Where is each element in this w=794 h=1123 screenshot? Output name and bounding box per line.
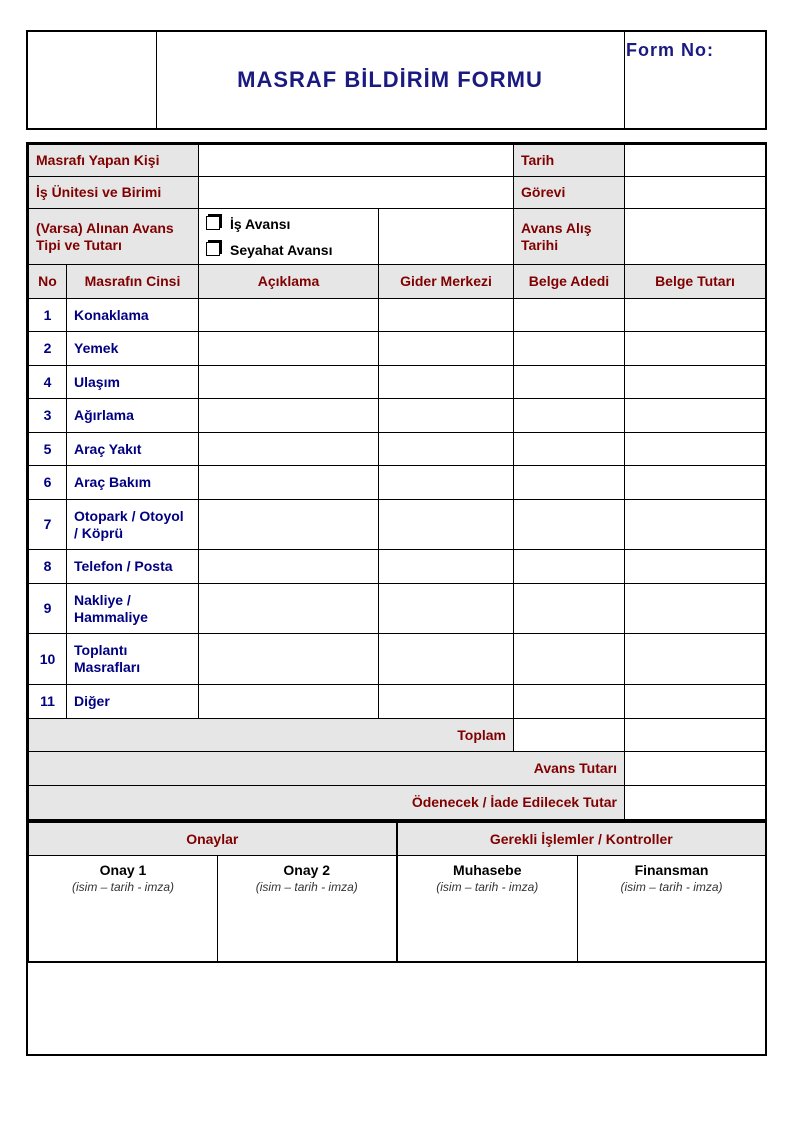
doc-amount-cell[interactable]: [625, 299, 766, 332]
row-type: Nakliye / Hammaliye: [67, 584, 199, 634]
finance-cell[interactable]: [578, 856, 766, 964]
checkbox-icon[interactable]: [206, 242, 220, 256]
row-type: Ulaşım: [67, 366, 199, 399]
row-no: 3: [29, 399, 67, 433]
duty-label: Görevi: [514, 177, 625, 209]
cost-center-cell[interactable]: [379, 433, 514, 466]
doc-count-cell[interactable]: [514, 685, 625, 719]
table-row: [29, 399, 766, 433]
advance-amount-field[interactable]: [379, 209, 514, 265]
row-type: Ağırlama: [67, 399, 199, 433]
doc-amount-cell[interactable]: [625, 500, 766, 550]
unit-field[interactable]: [199, 177, 514, 209]
work-advance-option[interactable]: İş Avansı: [206, 211, 371, 237]
approval-cell-1[interactable]: [29, 856, 218, 964]
doc-count-cell[interactable]: [514, 433, 625, 466]
doc-count-cell[interactable]: [514, 634, 625, 685]
advance-date-label: Avans Alış Tarihi: [514, 209, 625, 265]
doc-count-cell[interactable]: [514, 584, 625, 634]
description-cell[interactable]: [199, 634, 379, 685]
doc-count-cell[interactable]: [514, 366, 625, 399]
form-header: [26, 30, 767, 130]
table-row: [29, 584, 766, 634]
table-row: [29, 466, 766, 500]
column-header-description: Açıklama: [199, 265, 379, 299]
doc-count-cell[interactable]: [514, 466, 625, 500]
approvals-header: Onaylar: [29, 823, 397, 856]
cost-center-cell[interactable]: [379, 332, 514, 366]
form-number-label: Form No:: [626, 40, 714, 60]
doc-amount-cell[interactable]: [625, 399, 766, 433]
table-row: [29, 500, 766, 550]
table-row: [29, 433, 766, 466]
payable-label: Ödenecek / İade Edilecek Tutar: [29, 786, 625, 820]
approval-hint: (isim – tarih - imza): [436, 880, 539, 894]
doc-amount-cell[interactable]: [625, 634, 766, 685]
table-row: [29, 634, 766, 685]
doc-count-cell[interactable]: [514, 550, 625, 584]
row-type: Yemek: [67, 332, 199, 366]
row-no: 2: [29, 332, 67, 366]
column-header-cost-center: Gider Merkezi: [379, 265, 514, 299]
row-no: 4: [29, 366, 67, 399]
doc-count-cell[interactable]: [514, 399, 625, 433]
description-cell[interactable]: [199, 466, 379, 500]
row-type: Araç Yakıt: [67, 433, 199, 466]
table-row: [29, 299, 766, 332]
cost-center-cell[interactable]: [379, 584, 514, 634]
approval-name: Onay 1: [99, 862, 147, 878]
approval-hint: (isim – tarih - imza): [71, 880, 174, 894]
description-cell[interactable]: [199, 332, 379, 366]
doc-amount-cell[interactable]: [625, 685, 766, 719]
unit-label: İş Ünitesi ve Birimi: [29, 177, 199, 209]
doc-amount-cell[interactable]: [625, 332, 766, 366]
row-type: Araç Bakım: [67, 466, 199, 500]
approval-cell-2[interactable]: [218, 856, 397, 964]
table-row: [29, 332, 766, 366]
doc-amount-cell[interactable]: [625, 433, 766, 466]
approval-name: Onay 2: [283, 862, 331, 878]
doc-count-cell[interactable]: [514, 332, 625, 366]
checkbox-icon[interactable]: [206, 216, 220, 230]
description-cell[interactable]: [199, 366, 379, 399]
table-row: [29, 366, 766, 399]
doc-amount-cell[interactable]: [625, 366, 766, 399]
cost-center-cell[interactable]: [379, 685, 514, 719]
cost-center-cell[interactable]: [379, 634, 514, 685]
row-no: 10: [29, 634, 67, 685]
description-cell[interactable]: [199, 399, 379, 433]
description-cell[interactable]: [199, 584, 379, 634]
description-cell[interactable]: [199, 685, 379, 719]
row-no: 6: [29, 466, 67, 500]
logo-area: [28, 32, 157, 128]
advance-amount-label: Avans Tutarı: [29, 752, 625, 786]
approval-hint: (isim – tarih - imza): [255, 880, 358, 894]
approval-hint: (isim – tarih - imza): [620, 880, 723, 894]
row-type: Diğer: [67, 685, 199, 719]
total-label: Toplam: [29, 719, 514, 752]
description-cell[interactable]: [199, 433, 379, 466]
column-header-type: Masrafın Cinsi: [67, 265, 199, 299]
advance-date-field[interactable]: [625, 209, 766, 265]
doc-amount-cell[interactable]: [625, 466, 766, 500]
column-header-doc-amount: Belge Tutarı: [625, 265, 766, 299]
row-no: 8: [29, 550, 67, 584]
cost-center-cell[interactable]: [379, 366, 514, 399]
duty-field[interactable]: [625, 177, 766, 209]
date-label: Tarih: [514, 145, 625, 177]
table-row: [29, 550, 766, 584]
row-type: Otopark / Otoyol / Köprü: [67, 500, 199, 550]
row-type: Telefon / Posta: [67, 550, 199, 584]
description-cell[interactable]: [199, 299, 379, 332]
date-field[interactable]: [625, 145, 766, 177]
approvals-section: [26, 820, 767, 963]
person-field[interactable]: [199, 145, 514, 177]
row-type: Toplantı Masrafları: [67, 634, 199, 685]
approval-name: Finansman: [634, 862, 709, 878]
doc-amount-cell[interactable]: [625, 584, 766, 634]
row-no: 7: [29, 500, 67, 550]
description-cell[interactable]: [199, 500, 379, 550]
row-no: 9: [29, 584, 67, 634]
advance-total-field[interactable]: [625, 752, 766, 786]
cost-center-cell[interactable]: [379, 550, 514, 584]
cost-center-cell[interactable]: [379, 299, 514, 332]
table-row: [29, 685, 766, 719]
person-label: Masrafı Yapan Kişi: [29, 145, 199, 177]
cost-center-cell[interactable]: [379, 500, 514, 550]
cost-center-cell[interactable]: [379, 399, 514, 433]
travel-advance-option[interactable]: Seyahat Avansı: [206, 237, 371, 263]
row-no: 1: [29, 299, 67, 332]
doc-count-cell[interactable]: [514, 299, 625, 332]
required-actions-header: Gerekli İşlemler / Kontroller: [397, 823, 766, 856]
total-amount-field[interactable]: [625, 719, 766, 752]
row-type: Konaklama: [67, 299, 199, 332]
doc-amount-cell[interactable]: [625, 550, 766, 584]
expense-form: [26, 142, 767, 822]
doc-count-cell[interactable]: [514, 500, 625, 550]
advance-label: (Varsa) Alınan Avans Tipi ve Tutarı: [29, 209, 199, 265]
row-no: 5: [29, 433, 67, 466]
description-cell[interactable]: [199, 550, 379, 584]
approval-name: Muhasebe: [453, 862, 522, 878]
column-header-no: No: [29, 265, 67, 299]
cost-center-cell[interactable]: [379, 466, 514, 500]
notes-box[interactable]: [26, 961, 767, 1056]
row-no: 11: [29, 685, 67, 719]
payable-field[interactable]: [625, 786, 766, 820]
total-doc-count-field[interactable]: [514, 719, 625, 752]
column-header-doc-count: Belge Adedi: [514, 265, 625, 299]
accounting-cell[interactable]: [397, 856, 578, 964]
page-title: MASRAF BİLDİRİM FORMU: [156, 32, 625, 128]
advance-type-options: [199, 209, 379, 265]
